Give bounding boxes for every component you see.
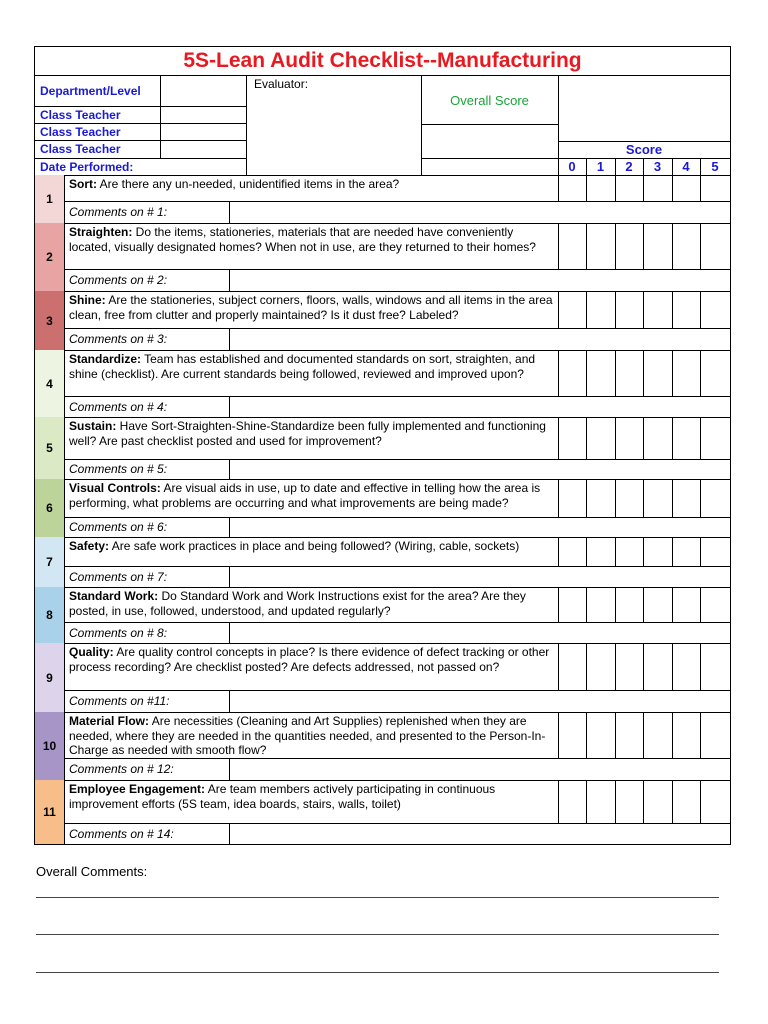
score-box[interactable] xyxy=(586,644,615,690)
evaluator-field[interactable]: Evaluator: xyxy=(254,77,309,91)
score-box[interactable] xyxy=(672,781,700,823)
page-title: 5S-Lean Audit Checklist--Manufacturing xyxy=(35,47,730,76)
score-box[interactable] xyxy=(643,292,672,328)
date-input[interactable] xyxy=(246,158,421,175)
class-teacher-label: Class Teacher xyxy=(40,107,121,122)
question-heading: Material Flow: xyxy=(69,714,150,728)
score-box[interactable] xyxy=(586,713,615,758)
score-box[interactable] xyxy=(615,224,643,269)
comment-label: Comments on # 6: xyxy=(69,520,168,534)
question-text: Are quality control concepts in place? Is there evidence of defect tracking or other process recording? Are checklist posted? Are defects addressed, not passed on? xyxy=(69,645,550,674)
checklist-question xyxy=(64,291,558,328)
score-box[interactable] xyxy=(558,538,586,566)
item-number: 4 xyxy=(35,350,64,417)
score-box[interactable] xyxy=(700,176,730,201)
score-box[interactable] xyxy=(643,538,672,566)
score-box[interactable] xyxy=(700,418,730,459)
question-heading: Quality: xyxy=(69,645,114,659)
question-heading: Visual Controls: xyxy=(69,481,161,495)
question-heading: Employee Engagement: xyxy=(69,782,206,796)
score-box[interactable] xyxy=(558,292,586,328)
checklist-question xyxy=(64,537,558,566)
question-text: Have Sort-Straighten-Shine-Standardize been fully implemented and functioning well? Are past checklist posted and used for improvement? xyxy=(69,419,546,448)
checklist-question xyxy=(64,350,558,396)
score-box[interactable] xyxy=(643,480,672,517)
checklist-question xyxy=(64,712,558,758)
score-box[interactable] xyxy=(643,418,672,459)
score-box[interactable] xyxy=(558,713,586,758)
comment-label: Comments on # 12: xyxy=(69,762,174,776)
score-box[interactable] xyxy=(586,418,615,459)
comment-line-3[interactable] xyxy=(36,972,719,973)
score-header: Score xyxy=(625,142,663,157)
comment-label: Comments on # 14: xyxy=(69,826,174,841)
score-box[interactable] xyxy=(700,588,730,622)
score-box[interactable] xyxy=(615,351,643,396)
score-box[interactable] xyxy=(672,713,700,758)
score-box[interactable] xyxy=(615,292,643,328)
question-text: Are necessities (Cleaning and Art Supplies) replenished when they are needed, where they are needed in the quantities needed, and presented to the Person-In-Charge as needed with smooth flow? xyxy=(69,714,546,757)
score-box[interactable] xyxy=(700,644,730,690)
score-box[interactable] xyxy=(558,644,586,690)
overall-score-input[interactable] xyxy=(421,124,558,158)
score-box[interactable] xyxy=(586,588,615,622)
comment-line-2[interactable] xyxy=(36,934,719,935)
checklist-question xyxy=(64,417,558,459)
score-box[interactable] xyxy=(672,538,700,566)
item-number: 8 xyxy=(35,587,64,643)
comment-line-1[interactable] xyxy=(36,897,719,898)
score-box[interactable] xyxy=(700,351,730,396)
comment-label: Comments on # 4: xyxy=(69,399,168,414)
comment-label: Comments on # 7: xyxy=(69,569,168,584)
item-number: 6 xyxy=(35,479,64,537)
score-column-2: 2 xyxy=(625,159,633,174)
comment-label: Comments on # 5: xyxy=(69,462,168,476)
score-box[interactable] xyxy=(615,480,643,517)
score-column-3: 3 xyxy=(653,159,662,174)
question-heading: Straighten: xyxy=(69,225,133,239)
overall-score-label: Overall Score xyxy=(450,93,529,108)
comment-input[interactable] xyxy=(229,690,558,712)
checklist-question xyxy=(64,587,558,622)
class-teacher-input[interactable] xyxy=(160,140,246,158)
score-box[interactable] xyxy=(586,538,615,566)
score-box[interactable] xyxy=(700,480,730,517)
score-column-4: 4 xyxy=(682,159,690,174)
class-teacher-label: Class Teacher xyxy=(40,124,121,139)
score-column-0: 0 xyxy=(568,159,576,174)
score-box[interactable] xyxy=(672,644,700,690)
score-box[interactable] xyxy=(558,418,586,459)
comment-label: Comments on # 3: xyxy=(69,332,168,346)
question-text: Are the stationeries, subject corners, floors, walls, windows and all items in the area clean, free from clutter and properly maintained? Is it dust free? Labeled? xyxy=(69,293,553,322)
comment-input[interactable] xyxy=(229,328,558,350)
item-number: 7 xyxy=(35,537,64,587)
score-box[interactable] xyxy=(672,176,700,201)
question-heading: Standardize: xyxy=(69,352,142,366)
comment-input[interactable] xyxy=(229,823,558,844)
item-number: 9 xyxy=(35,643,64,712)
score-box[interactable] xyxy=(672,292,700,328)
score-box[interactable] xyxy=(586,224,615,269)
score-box[interactable] xyxy=(558,351,586,396)
comment-input[interactable] xyxy=(229,517,558,537)
overall-score-value[interactable] xyxy=(558,75,730,141)
score-column-1: 1 xyxy=(596,159,605,174)
item-number: 11 xyxy=(35,780,64,844)
question-text: Do the items, stationeries, materials that are needed have conveniently located, visually designated homes? When not in use, are they returned to their homes? xyxy=(69,225,536,254)
department-input[interactable] xyxy=(160,75,246,106)
score-box[interactable] xyxy=(558,176,586,201)
score-box[interactable] xyxy=(586,480,615,517)
item-number: 1 xyxy=(35,175,64,223)
score-box[interactable] xyxy=(643,588,672,622)
score-box[interactable] xyxy=(615,781,643,823)
comment-label: Comments on # 8: xyxy=(69,625,168,640)
score-box[interactable] xyxy=(700,538,730,566)
comment-input[interactable] xyxy=(229,758,558,780)
comment-label: Comments on #11: xyxy=(69,694,170,708)
score-box[interactable] xyxy=(700,224,730,269)
score-box[interactable] xyxy=(672,351,700,396)
score-box[interactable] xyxy=(586,176,615,201)
question-text: Are team members actively participating in continuous improvement efforts (5S team, idea boards, stairs, walls, toilet) xyxy=(69,782,496,811)
class-teacher-label: Class Teacher xyxy=(40,142,121,156)
question-text: Are safe work practices in place and being followed? (Wiring, cable, sockets) xyxy=(109,539,520,553)
score-box[interactable] xyxy=(615,418,643,459)
question-heading: Shine: xyxy=(69,293,106,307)
score-box[interactable] xyxy=(672,588,700,622)
department-label: Department/Level xyxy=(40,83,141,98)
score-box[interactable] xyxy=(643,781,672,823)
question-text: Do Standard Work and Work Instructions exist for the area? Are they posted, in use, followed, understood, and updated regularly? xyxy=(69,589,526,618)
class-teacher-input[interactable] xyxy=(160,106,246,123)
comment-input[interactable] xyxy=(229,459,558,479)
score-box[interactable] xyxy=(643,644,672,690)
score-box[interactable] xyxy=(700,292,730,328)
score-box[interactable] xyxy=(586,351,615,396)
comment-input[interactable] xyxy=(229,269,558,291)
score-box[interactable] xyxy=(615,176,643,201)
question-heading: Safety: xyxy=(69,539,110,553)
score-box[interactable] xyxy=(672,224,700,269)
item-number: 10 xyxy=(35,712,64,780)
score-box[interactable] xyxy=(558,480,586,517)
comment-label: Comments on # 1: xyxy=(69,205,168,219)
question-heading: Standard Work: xyxy=(69,589,159,603)
score-box[interactable] xyxy=(643,176,672,201)
score-box[interactable] xyxy=(643,713,672,758)
item-number: 5 xyxy=(35,417,64,479)
checklist-question xyxy=(64,223,558,269)
score-box[interactable] xyxy=(586,781,615,823)
question-text: Are visual aids in use, up to date and effective in telling how the area is performing, what problems are occurring and what improvements are being made? xyxy=(69,481,541,510)
question-heading: Sustain: xyxy=(69,419,117,433)
score-box[interactable] xyxy=(672,480,700,517)
score-box[interactable] xyxy=(643,351,672,396)
checklist-question xyxy=(64,479,558,517)
date-performed-label: Date Performed: xyxy=(40,159,134,174)
question-heading: Sort: xyxy=(69,177,97,191)
score-box[interactable] xyxy=(558,224,586,269)
score-box[interactable] xyxy=(558,588,586,622)
comment-input[interactable] xyxy=(229,201,558,223)
comment-label: Comments on # 2: xyxy=(69,273,168,287)
item-number: 2 xyxy=(35,223,64,291)
comment-input[interactable] xyxy=(229,566,558,587)
comment-input[interactable] xyxy=(229,622,558,643)
score-box[interactable] xyxy=(700,781,730,823)
score-box[interactable] xyxy=(700,713,730,758)
score-column-5: 5 xyxy=(711,159,719,174)
score-box[interactable] xyxy=(672,418,700,459)
checklist-question xyxy=(64,175,558,201)
question-text: Are there any un-needed, unidentified items in the area? xyxy=(97,177,400,191)
class-teacher-input[interactable] xyxy=(160,123,246,140)
checklist-question xyxy=(64,643,558,690)
score-box[interactable] xyxy=(586,292,615,328)
score-box[interactable] xyxy=(643,224,672,269)
audit-checklist-table xyxy=(34,46,731,845)
score-box[interactable] xyxy=(615,538,643,566)
score-box[interactable] xyxy=(615,644,643,690)
question-text: Team has established and documented standards on sort, straighten, and shine (checklist). Are current standards being followed, reviewed and improved upon? xyxy=(69,352,536,381)
overall-comments-label: Overall Comments: xyxy=(36,864,148,879)
score-box[interactable] xyxy=(615,713,643,758)
checklist-question xyxy=(64,780,558,823)
comment-input[interactable] xyxy=(229,396,558,417)
score-box[interactable] xyxy=(615,588,643,622)
score-box[interactable] xyxy=(558,781,586,823)
item-number: 3 xyxy=(35,291,64,350)
